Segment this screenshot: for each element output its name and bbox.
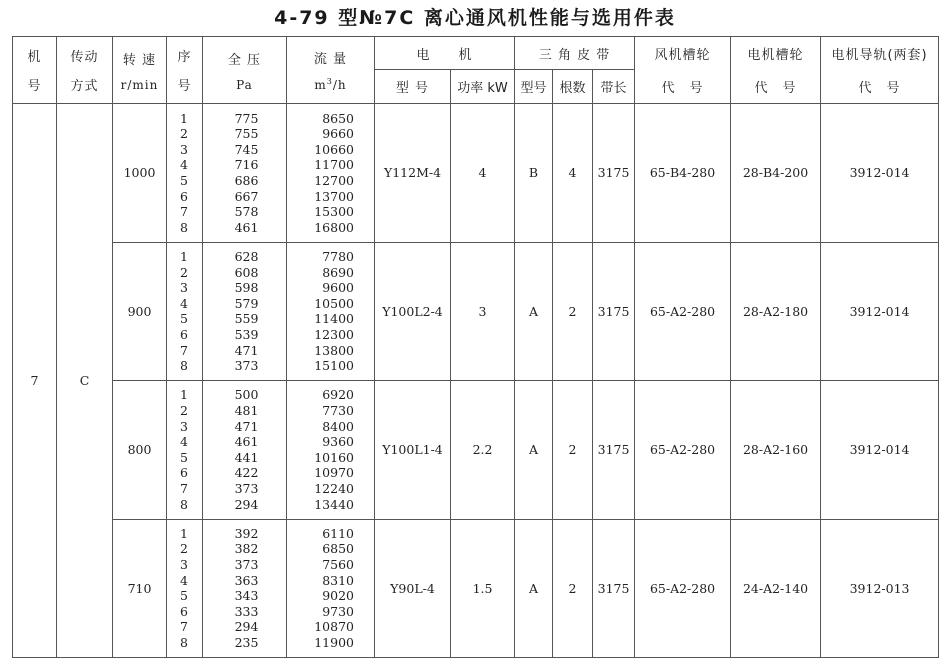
header-belt-length: 带长: [593, 70, 635, 104]
pressure-value: 775: [234, 110, 259, 126]
flow-value: 8690: [322, 264, 354, 280]
flow-value: 6850: [322, 541, 354, 557]
flow-value: 6110: [322, 525, 354, 541]
pressure-value: 686: [234, 172, 259, 188]
belt-length-cell: 3175: [593, 242, 635, 380]
header-motor-power: 功率 kW: [451, 70, 515, 104]
seq-value: 5: [180, 311, 188, 327]
flow-value: 16800: [314, 219, 354, 235]
pressure-value: 294: [234, 496, 259, 512]
seq-value: 3: [180, 418, 188, 434]
pressure-value: 461: [234, 434, 259, 450]
speed-cell: 1000: [113, 104, 167, 242]
fan-spec-table: [12, 36, 939, 658]
belt-count-cell: 2: [553, 381, 593, 519]
pressure-value: 373: [234, 358, 259, 374]
seq-value: 6: [180, 188, 188, 204]
flow-value: 11700: [314, 157, 354, 173]
pressure-value: 500: [234, 387, 259, 403]
header-flow: 流 量 $m^3/h$: [287, 37, 375, 104]
motor-power-cell: 4: [451, 104, 515, 242]
flow-cell: [287, 242, 375, 380]
flow-value: 13800: [314, 342, 354, 358]
header-speed: 转 速 r/min: [113, 37, 167, 104]
seq-value: 4: [180, 157, 188, 173]
pressure-value: 373: [234, 480, 259, 496]
seq-value: 3: [180, 141, 188, 157]
seq-value: 6: [180, 465, 188, 481]
seq-cell: [167, 242, 203, 380]
seq-value: 1: [180, 110, 188, 126]
header-seq: 序 号: [167, 37, 203, 104]
pressure-value: 363: [234, 572, 259, 588]
fan-pulley-cell: 65-B4-280: [635, 104, 731, 242]
flow-value: 11900: [314, 635, 354, 651]
pressure-value: 598: [234, 280, 259, 296]
flow-value: 9600: [322, 280, 354, 296]
seq-value: 3: [180, 280, 188, 296]
seq-cell: [167, 381, 203, 519]
seq-value: 1: [180, 248, 188, 264]
pressure-value: 343: [234, 588, 259, 604]
seq-value: 1: [180, 387, 188, 403]
seq-value: 8: [180, 219, 188, 235]
speed-group-row: [13, 381, 939, 519]
header-pressure: 全 压 Pa: [203, 37, 287, 104]
pressure-list: [203, 526, 286, 651]
seq-value: 3: [180, 557, 188, 573]
flow-cell: [287, 104, 375, 242]
speed-cell: 900: [113, 242, 167, 380]
seq-value: 7: [180, 204, 188, 220]
seq-value: 5: [180, 588, 188, 604]
fan-pulley-cell: 65-A2-280: [635, 381, 731, 519]
flow-value: 7780: [322, 248, 354, 264]
flow-list: [287, 387, 374, 512]
seq-value: 1: [180, 525, 188, 541]
fan-pulley-cell: 65-A2-280: [635, 242, 731, 380]
flow-value: 11400: [314, 311, 354, 327]
flow-value: 6920: [322, 387, 354, 403]
seq-list: [167, 526, 202, 651]
belt-model-cell: A: [515, 519, 553, 657]
pressure-value: 481: [234, 403, 259, 419]
flow-cell: [287, 519, 375, 657]
speed-group-row: [13, 242, 939, 380]
belt-length-cell: 3175: [593, 519, 635, 657]
pressure-list: [203, 111, 286, 236]
header-fan-pulley-code: 代 号: [635, 70, 731, 104]
seq-value: 7: [180, 619, 188, 635]
pressure-value: 422: [234, 465, 259, 481]
pressure-value: 471: [234, 342, 259, 358]
flow-value: 9730: [322, 603, 354, 619]
seq-value: 2: [180, 403, 188, 419]
pressure-value: 461: [234, 219, 259, 235]
flow-value: 7730: [322, 403, 354, 419]
motor-rail-cell: 3912-013: [821, 519, 939, 657]
pressure-cell: [203, 242, 287, 380]
header-machine-no: 机 号: [13, 37, 57, 104]
pressure-value: 471: [234, 418, 259, 434]
belt-model-cell: B: [515, 104, 553, 242]
pressure-value: 608: [234, 264, 259, 280]
motor-rail-cell: 3912-014: [821, 242, 939, 380]
header-motor-pulley-code: 代 号: [731, 70, 821, 104]
pressure-list: [203, 249, 286, 374]
pressure-value: 441: [234, 449, 259, 465]
seq-value: 2: [180, 264, 188, 280]
seq-value: 7: [180, 480, 188, 496]
pressure-cell: [203, 519, 287, 657]
pressure-value: 373: [234, 557, 259, 573]
page-title: 4-79 型№7C 离心通风机性能与选用件表: [274, 7, 676, 29]
flow-value: 13440: [314, 496, 354, 512]
pressure-value: 628: [234, 248, 259, 264]
motor-model-cell: Y112M-4: [375, 104, 451, 242]
belt-count-cell: 2: [553, 242, 593, 380]
header-belt-model: 型号: [515, 70, 553, 104]
seq-value: 6: [180, 603, 188, 619]
header-row-1: [13, 37, 939, 70]
belt-model-cell: A: [515, 242, 553, 380]
motor-model-cell: Y90L-4: [375, 519, 451, 657]
seq-value: 8: [180, 635, 188, 651]
seq-list: [167, 387, 202, 512]
speed-cell: 800: [113, 381, 167, 519]
pressure-cell: [203, 104, 287, 242]
flow-value: 12700: [314, 172, 354, 188]
motor-rail-cell: 3912-014: [821, 381, 939, 519]
pressure-value: 559: [234, 311, 259, 327]
seq-value: 8: [180, 496, 188, 512]
header-motor: 电 机: [375, 37, 515, 70]
header-drive-mode: 传动 方式: [57, 37, 113, 104]
header-belt: 三 角 皮 带: [515, 37, 635, 70]
seq-list: [167, 111, 202, 236]
flow-value: 8650: [322, 110, 354, 126]
flow-value: 12300: [314, 326, 354, 342]
belt-length-cell: 3175: [593, 104, 635, 242]
flow-value: 8310: [322, 572, 354, 588]
flow-value: 9020: [322, 588, 354, 604]
belt-count-cell: 4: [553, 104, 593, 242]
seq-value: 5: [180, 449, 188, 465]
header-motor-rail-code: 代 号: [821, 70, 939, 104]
pressure-value: 716: [234, 157, 259, 173]
seq-value: 6: [180, 326, 188, 342]
seq-value: 5: [180, 172, 188, 188]
seq-list: [167, 249, 202, 374]
seq-value: 2: [180, 541, 188, 557]
machine-no-cell: 7: [13, 104, 57, 658]
motor-model-cell: Y100L2-4: [375, 242, 451, 380]
flow-list: [287, 111, 374, 236]
flow-value: 12240: [314, 480, 354, 496]
motor-rail-cell: 3912-014: [821, 104, 939, 242]
flow-list: [287, 526, 374, 651]
pressure-value: 579: [234, 295, 259, 311]
flow-value: 7560: [322, 557, 354, 573]
drive-mode-cell: C: [57, 104, 113, 658]
pressure-cell: [203, 381, 287, 519]
belt-length-cell: 3175: [593, 381, 635, 519]
pressure-list: [203, 387, 286, 512]
motor-power-cell: 3: [451, 242, 515, 380]
seq-value: 7: [180, 342, 188, 358]
header-motor-rail: 电机导轨(两套): [821, 37, 939, 70]
flow-value: 9660: [322, 126, 354, 142]
seq-value: 8: [180, 358, 188, 374]
motor-pulley-cell: 24-A2-140: [731, 519, 821, 657]
belt-model-cell: A: [515, 381, 553, 519]
speed-group-row: [13, 104, 939, 242]
flow-value: 10160: [314, 449, 354, 465]
pressure-value: 392: [234, 525, 259, 541]
speed-cell: 710: [113, 519, 167, 657]
flow-value: 8400: [322, 418, 354, 434]
motor-pulley-cell: 28-A2-160: [731, 381, 821, 519]
header-belt-count: 根数: [553, 70, 593, 104]
pressure-value: 539: [234, 326, 259, 342]
flow-value: 10870: [314, 619, 354, 635]
pressure-value: 755: [234, 126, 259, 142]
motor-power-cell: 1.5: [451, 519, 515, 657]
pressure-value: 745: [234, 141, 259, 157]
seq-value: 2: [180, 126, 188, 142]
seq-value: 4: [180, 572, 188, 588]
belt-count-cell: 2: [553, 519, 593, 657]
pressure-value: 235: [234, 635, 259, 651]
motor-power-cell: 2.2: [451, 381, 515, 519]
header-fan-pulley: 风机槽轮: [635, 37, 731, 70]
seq-cell: [167, 104, 203, 242]
fan-pulley-cell: 65-A2-280: [635, 519, 731, 657]
pressure-value: 667: [234, 188, 259, 204]
flow-cell: [287, 381, 375, 519]
motor-model-cell: Y100L1-4: [375, 381, 451, 519]
flow-value: 15300: [314, 204, 354, 220]
seq-value: 4: [180, 434, 188, 450]
flow-value: 15100: [314, 358, 354, 374]
flow-value: 10970: [314, 465, 354, 481]
seq-cell: [167, 519, 203, 657]
flow-value: 9360: [322, 434, 354, 450]
pressure-value: 382: [234, 541, 259, 557]
flow-value: 10660: [314, 141, 354, 157]
flow-value: 13700: [314, 188, 354, 204]
pressure-value: 578: [234, 204, 259, 220]
speed-group-row: [13, 519, 939, 657]
motor-pulley-cell: 28-A2-180: [731, 242, 821, 380]
pressure-value: 333: [234, 603, 259, 619]
flow-value: 10500: [314, 295, 354, 311]
header-motor-model: 型 号: [375, 70, 451, 104]
header-motor-pulley: 电机槽轮: [731, 37, 821, 70]
seq-value: 4: [180, 295, 188, 311]
motor-pulley-cell: 28-B4-200: [731, 104, 821, 242]
pressure-value: 294: [234, 619, 259, 635]
flow-list: [287, 249, 374, 374]
